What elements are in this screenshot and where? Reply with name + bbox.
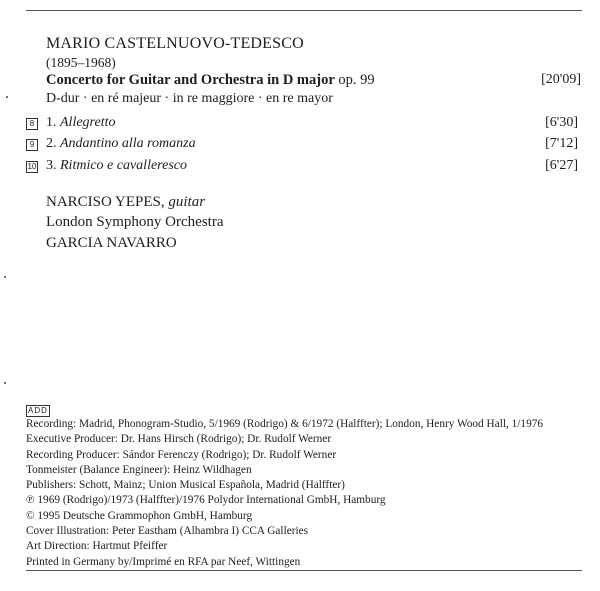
credits-block bbox=[26, 417, 543, 570]
add-badge: ADD bbox=[28, 406, 48, 415]
scan-speck bbox=[4, 382, 6, 384]
track-label bbox=[46, 115, 115, 131]
credit-line: Printed in Germany by/Imprimé en RFA par Neef, Wittingen bbox=[26, 555, 301, 568]
soloist-name: NARCISO YEPES, bbox=[46, 194, 165, 210]
track-index: 1. bbox=[46, 115, 60, 130]
track-time: [6'27] bbox=[545, 158, 578, 173]
track-label bbox=[46, 136, 196, 152]
conductor-name: GARCIA NAVARRO bbox=[46, 235, 177, 251]
work-duration: [20'09] bbox=[541, 72, 581, 87]
credit-line: Executive Producer: Dr. Hans Hirsch (Rodrigo); Dr. Rudolf Werner bbox=[26, 433, 332, 446]
track-title: Ritmico e cavalleresco bbox=[60, 158, 187, 173]
composer-name: MARIO CASTELNUOVO-TEDESCO bbox=[46, 35, 304, 52]
soloist-instrument: guitar bbox=[164, 194, 206, 210]
work-title-bold: Concerto for Guitar and Orchestra in D major bbox=[46, 72, 335, 88]
track-number-box: 9 bbox=[26, 139, 38, 151]
credit-line: Publishers: Schott, Mainz; Union Musical Española, Madrid (Halffter) bbox=[26, 479, 345, 492]
credit-line: © 1995 Deutsche Grammophon GmbH, Hamburg bbox=[26, 509, 253, 522]
work-title bbox=[46, 72, 375, 89]
credit-line: Cover Illustration: Peter Eastham (Alhambra I) CCA Galleries bbox=[26, 525, 309, 538]
track-index: 2. bbox=[46, 136, 60, 151]
credit-line: Recording Producer: Sándor Ferenczy (Rodrigo); Dr. Rudolf Werner bbox=[26, 448, 337, 461]
credit-line: Tonmeister (Balance Engineer): Heinz Wildhagen bbox=[26, 463, 252, 476]
track-time: [7'12] bbox=[545, 136, 578, 151]
composer-dates: (1895–1968) bbox=[46, 55, 116, 70]
scan-speck bbox=[4, 276, 6, 278]
track-title: Andantino alla romanza bbox=[60, 136, 196, 151]
credit-line: Art Direction: Hartmut Pfeiffer bbox=[26, 540, 168, 553]
track-label bbox=[46, 158, 187, 174]
scan-speck bbox=[6, 96, 8, 98]
work-subtitle: D-dur · en ré majeur · in re maggiore · en re mayor bbox=[46, 91, 333, 106]
track-title: Allegretto bbox=[60, 115, 116, 130]
soloist-line bbox=[46, 194, 205, 211]
credit-line: Recording: Madrid, Phonogram-Studio, 5/1969 (Rodrigo) & 6/1972 (Halffter); London, Henry Wood Hall, 1/1976 bbox=[26, 418, 544, 430]
bottom-rule bbox=[26, 570, 582, 571]
work-opus: op. 99 bbox=[334, 72, 375, 88]
orchestra-name: London Symphony Orchestra bbox=[46, 214, 224, 230]
track-row bbox=[26, 158, 582, 176]
track-time: [6'30] bbox=[545, 115, 578, 130]
track-index: 3. bbox=[46, 158, 60, 173]
top-rule bbox=[26, 10, 582, 11]
credit-line: ℗ 1969 (Rodrigo)/1973 (Halffter)/1976 Polydor International GmbH, Hamburg bbox=[26, 494, 386, 507]
track-row bbox=[26, 136, 582, 154]
track-row bbox=[26, 115, 582, 133]
track-number-box: 8 bbox=[26, 118, 38, 130]
track-number-box: 10 bbox=[27, 162, 37, 171]
